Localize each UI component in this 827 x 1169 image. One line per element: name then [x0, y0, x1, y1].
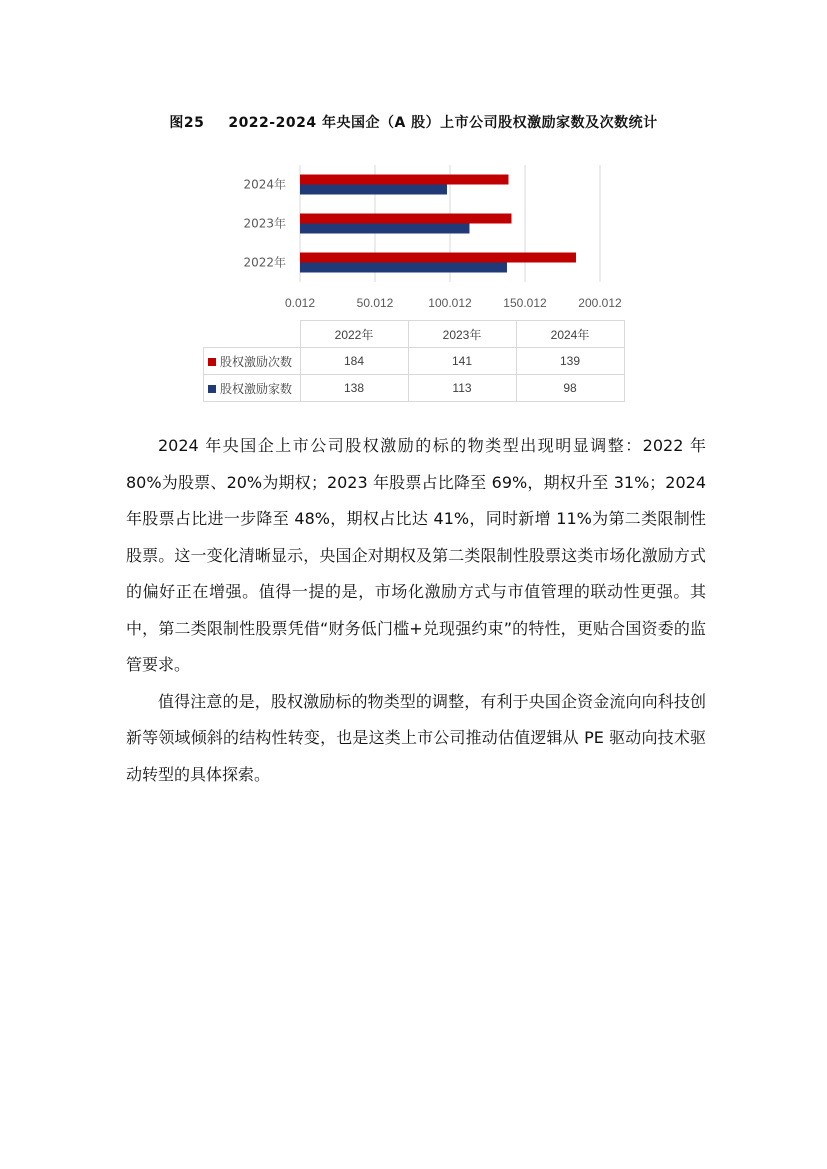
table-cell: 184 — [300, 348, 408, 375]
table-row-label — [204, 375, 301, 402]
table-header-cell: 2023年 — [408, 321, 516, 348]
bar — [300, 185, 447, 195]
bar — [300, 175, 508, 185]
legend-swatch-red — [208, 358, 216, 366]
bar-chart — [0, 0, 827, 320]
table-header-cell: 2022年 — [300, 321, 408, 348]
data-table — [203, 320, 625, 402]
table-header-cell: 2024年 — [516, 321, 624, 348]
table-row — [204, 375, 625, 402]
body-text — [126, 428, 706, 793]
figure-caption: 2022-2024 年央国企（A 股）上市公司股权激励家数及次数统计 — [228, 115, 658, 131]
bar — [300, 263, 507, 273]
paragraph: 2024 年央国企上市公司股权激励的标的物类型出现明显调整：2022 年 80%为股票、20%为期权；2023 年股票占比降至 69%，期权升至 31%；2024 年股票占比进一步降至 48%，期权占比达 41%，同时新增 11%为第二类限制性股票。这一变化清晰显示，央国企对期权及第二类限制性股票这类市场化激励方式的偏好正在增强。值得一提的是，市场化激励方式与市值管理的联动性更强。其中，第二类限制性股票凭借“财务低门槛+兑现强约束”的特性，更贴合国资委的监管要求。 — [126, 436, 706, 674]
bar — [300, 253, 576, 263]
table-row-label — [204, 348, 301, 375]
y-category-label: 2023年 — [243, 216, 286, 231]
x-tick-label: 150.012 — [503, 296, 547, 310]
x-tick-label: 200.012 — [578, 296, 622, 310]
series-name: 股权激励次数 — [220, 354, 293, 369]
paragraph: 值得注意的是，股权激励标的物类型的调整，有利于央国企资金流向向科技创新等领域倾斜的结构性转变，也是这类上市公司推动估值逻辑从 PE 驱动向技术驱动转型的具体探索。 — [126, 691, 706, 784]
x-tick-label: 50.012 — [356, 296, 394, 310]
table-header-row — [204, 321, 625, 348]
y-category-label: 2022年 — [243, 255, 286, 270]
table-cell: 141 — [408, 348, 516, 375]
table-cell: 138 — [300, 375, 408, 402]
series-name: 股权激励家数 — [220, 381, 293, 396]
bar — [300, 214, 511, 224]
figure-number: 图25 — [169, 115, 205, 131]
y-category-label: 2024年 — [243, 177, 286, 192]
table-row — [204, 348, 625, 375]
table-cell: 113 — [408, 375, 516, 402]
x-tick-label: 0.012 — [284, 296, 316, 310]
table-cell: 139 — [516, 348, 624, 375]
table-corner — [204, 321, 301, 348]
legend-swatch-blue — [208, 385, 216, 393]
x-tick-label: 100.012 — [428, 296, 472, 310]
bar — [300, 224, 469, 234]
table-cell: 98 — [516, 375, 624, 402]
